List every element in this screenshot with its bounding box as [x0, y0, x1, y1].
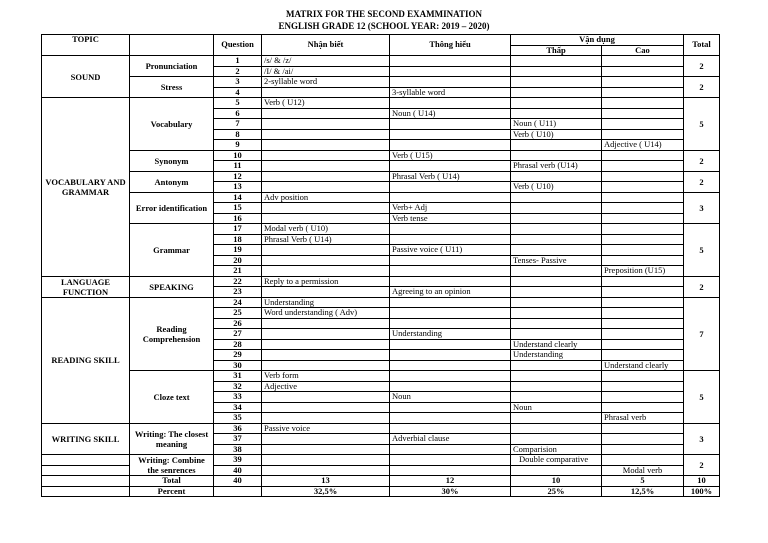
- total-q: 40: [214, 476, 262, 487]
- question-number: 33: [214, 392, 262, 403]
- understand-cell: [390, 182, 511, 193]
- apply-high-cell: [602, 108, 684, 119]
- subtopic-total: 3: [684, 423, 720, 455]
- header-question: Question: [214, 35, 262, 56]
- apply-high-cell: [602, 329, 684, 340]
- subtopic-cell: Pronunciation: [130, 56, 214, 77]
- total-row: [42, 476, 720, 487]
- apply-high-cell: [602, 129, 684, 140]
- document-header: [0, 8, 768, 32]
- header-apply-high: Cao: [602, 45, 684, 56]
- total-topic-cell: [42, 476, 130, 487]
- subtopic-total: 2: [684, 276, 720, 297]
- total-label: Total: [130, 476, 214, 487]
- apply-high-cell: Modal verb: [602, 465, 684, 476]
- understand-cell: [390, 255, 511, 266]
- apply-low-cell: Tenses- Passive: [511, 255, 602, 266]
- apply-high-cell: [602, 56, 684, 67]
- question-number: 31: [214, 371, 262, 382]
- question-number: 34: [214, 402, 262, 413]
- apply-high-cell: [602, 350, 684, 361]
- understand-cell: [390, 77, 511, 88]
- apply-low-cell: Comparision: [511, 444, 602, 455]
- apply-low-cell: [511, 171, 602, 182]
- header-total: Total: [684, 35, 720, 56]
- header-subtopic: [130, 35, 214, 56]
- subtopic-cell: SPEAKING: [130, 276, 214, 297]
- apply-high-cell: [602, 98, 684, 109]
- understand-cell: [390, 140, 511, 151]
- recognize-cell: [262, 171, 390, 182]
- recognize-cell: Adjective: [262, 381, 390, 392]
- total-low: 10: [511, 476, 602, 487]
- recognize-cell: [262, 182, 390, 193]
- recognize-cell: [262, 350, 390, 361]
- apply-high-cell: [602, 119, 684, 130]
- subtopic-total: 7: [684, 297, 720, 371]
- subtopic-cell: Writing: The closest meaning: [130, 423, 214, 455]
- matrix-row: [42, 56, 720, 67]
- apply-high-cell: [602, 87, 684, 98]
- recognize-cell: [262, 455, 390, 466]
- question-number: 38: [214, 444, 262, 455]
- apply-low-cell: [511, 150, 602, 161]
- recognize-cell: [262, 413, 390, 424]
- topic-cell: VOCABULARY AND GRAMMAR: [42, 98, 130, 277]
- understand-cell: Noun: [390, 392, 511, 403]
- apply-low-cell: Understand clearly: [511, 339, 602, 350]
- question-number: 28: [214, 339, 262, 350]
- recognize-cell: [262, 434, 390, 445]
- understand-cell: [390, 339, 511, 350]
- apply-high-cell: [602, 66, 684, 77]
- recognize-cell: Passive voice: [262, 423, 390, 434]
- recognize-cell: [262, 203, 390, 214]
- question-number: 30: [214, 360, 262, 371]
- apply-high-cell: [602, 402, 684, 413]
- apply-low-cell: [511, 213, 602, 224]
- apply-low-cell: [511, 287, 602, 298]
- recognize-cell: [262, 360, 390, 371]
- question-number: 13: [214, 182, 262, 193]
- apply-high-cell: [602, 203, 684, 214]
- apply-low-cell: [511, 381, 602, 392]
- question-number: 37: [214, 434, 262, 445]
- recognize-cell: [262, 213, 390, 224]
- question-number: 4: [214, 87, 262, 98]
- matrix-row: [42, 98, 720, 109]
- question-number: 35: [214, 413, 262, 424]
- recognize-cell: /s/ & /z/: [262, 56, 390, 67]
- understand-cell: [390, 192, 511, 203]
- question-number: 15: [214, 203, 262, 214]
- subtopic-total: 2: [684, 455, 720, 476]
- apply-low-cell: [511, 66, 602, 77]
- percent-all: 100%: [684, 486, 720, 497]
- topic-cell: WRITING SKILL: [42, 423, 130, 455]
- understand-cell: [390, 402, 511, 413]
- subtopic-total: 2: [684, 56, 720, 77]
- apply-high-cell: [602, 276, 684, 287]
- apply-high-cell: [602, 423, 684, 434]
- understand-cell: [390, 266, 511, 277]
- document-title: MATRIX FOR THE SECOND EXAMMINATION: [285, 9, 482, 19]
- recognize-cell: Verb form: [262, 371, 390, 382]
- understand-cell: 3-syllable word: [390, 87, 511, 98]
- understand-cell: [390, 129, 511, 140]
- question-number: 6: [214, 108, 262, 119]
- understand-cell: Adverbial clause: [390, 434, 511, 445]
- apply-high-cell: [602, 339, 684, 350]
- understand-cell: Understanding: [390, 329, 511, 340]
- recognize-cell: [262, 87, 390, 98]
- recognize-cell: Modal verb ( U10): [262, 224, 390, 235]
- apply-high-cell: [602, 234, 684, 245]
- matrix-row: [42, 192, 720, 203]
- understand-cell: [390, 56, 511, 67]
- apply-low-cell: [511, 276, 602, 287]
- recognize-cell: [262, 287, 390, 298]
- recognize-cell: [262, 339, 390, 350]
- subtopic-total: 2: [684, 150, 720, 171]
- question-number: 7: [214, 119, 262, 130]
- recognize-cell: [262, 318, 390, 329]
- subtopic-total: 5: [684, 98, 720, 151]
- apply-high-cell: [602, 297, 684, 308]
- header-topic: TOPIC: [42, 35, 130, 56]
- topic-cell: READING SKILL: [42, 297, 130, 423]
- understand-cell: [390, 318, 511, 329]
- percent-nb: 32,5%: [262, 486, 390, 497]
- apply-high-cell: [602, 213, 684, 224]
- apply-high-cell: [602, 381, 684, 392]
- subtopic-cell: Stress: [130, 77, 214, 98]
- question-number: 23: [214, 287, 262, 298]
- understand-cell: [390, 276, 511, 287]
- understand-cell: [390, 308, 511, 319]
- understand-cell: [390, 297, 511, 308]
- question-number: 12: [214, 171, 262, 182]
- question-number: 19: [214, 245, 262, 256]
- matrix-row: [42, 150, 720, 161]
- percent-label: Percent: [130, 486, 214, 497]
- apply-low-cell: [511, 266, 602, 277]
- understand-cell: [390, 224, 511, 235]
- apply-low-cell: [511, 77, 602, 88]
- percent-th: 30%: [390, 486, 511, 497]
- recognize-cell: [262, 150, 390, 161]
- understand-cell: Verb+ Adj: [390, 203, 511, 214]
- subtopic-total: 5: [684, 371, 720, 424]
- apply-low-cell: [511, 108, 602, 119]
- percent-topic-cell: [42, 486, 130, 497]
- percent-q: [214, 486, 262, 497]
- understand-cell: [390, 465, 511, 476]
- question-number: 36: [214, 423, 262, 434]
- understand-cell: [390, 161, 511, 172]
- recognize-cell: [262, 245, 390, 256]
- matrix-row: [42, 224, 720, 235]
- question-number: 21: [214, 266, 262, 277]
- understand-cell: Noun ( U14): [390, 108, 511, 119]
- question-number: 2: [214, 66, 262, 77]
- question-number: 9: [214, 140, 262, 151]
- apply-high-cell: [602, 150, 684, 161]
- recognize-cell: [262, 444, 390, 455]
- percent-row: [42, 486, 720, 497]
- understand-cell: Passive voice ( U11): [390, 245, 511, 256]
- matrix-row: [42, 371, 720, 382]
- understand-cell: [390, 381, 511, 392]
- subtopic-total: 5: [684, 224, 720, 277]
- subtopic-cell: Antonym: [130, 171, 214, 192]
- apply-high-cell: [602, 77, 684, 88]
- matrix-body: [42, 56, 720, 497]
- apply-low-cell: [511, 465, 602, 476]
- subtopic-cell: Cloze text: [130, 371, 214, 424]
- apply-low-cell: Verb ( U10): [511, 129, 602, 140]
- question-number: 3: [214, 77, 262, 88]
- total-all: 10: [684, 476, 720, 487]
- apply-low-cell: Noun ( U11): [511, 119, 602, 130]
- apply-low-cell: [511, 203, 602, 214]
- recognize-cell: Adv position: [262, 192, 390, 203]
- question-number: 1: [214, 56, 262, 67]
- apply-low-cell: [511, 87, 602, 98]
- recognize-cell: Verb ( U12): [262, 98, 390, 109]
- apply-low-cell: [511, 318, 602, 329]
- apply-high-cell: [602, 455, 684, 466]
- recognize-cell: [262, 465, 390, 476]
- apply-high-cell: [602, 171, 684, 182]
- topic-cell: [42, 465, 130, 476]
- apply-low-cell: [511, 360, 602, 371]
- question-number: 8: [214, 129, 262, 140]
- understand-cell: [390, 119, 511, 130]
- apply-low-cell: [511, 329, 602, 340]
- question-number: 17: [214, 224, 262, 235]
- percent-high: 12,5%: [602, 486, 684, 497]
- apply-high-cell: [602, 434, 684, 445]
- understand-cell: [390, 455, 511, 466]
- apply-high-cell: [602, 392, 684, 403]
- apply-low-cell: [511, 297, 602, 308]
- subtopic-total: 2: [684, 171, 720, 192]
- apply-low-cell: [511, 423, 602, 434]
- apply-low-cell: [511, 434, 602, 445]
- apply-high-cell: [602, 318, 684, 329]
- recognize-cell: [262, 266, 390, 277]
- matrix-row: [42, 171, 720, 182]
- apply-high-cell: [602, 444, 684, 455]
- apply-high-cell: Understand clearly: [602, 360, 684, 371]
- recognize-cell: [262, 329, 390, 340]
- subtopic-cell: Error identification: [130, 192, 214, 224]
- apply-low-cell: Double comparative: [511, 455, 602, 466]
- recognize-cell: [262, 108, 390, 119]
- apply-high-cell: [602, 371, 684, 382]
- recognize-cell: Understanding: [262, 297, 390, 308]
- apply-low-cell: [511, 413, 602, 424]
- apply-low-cell: [511, 140, 602, 151]
- apply-low-cell: [511, 371, 602, 382]
- total-high: 5: [602, 476, 684, 487]
- percent-low: 25%: [511, 486, 602, 497]
- question-number: 14: [214, 192, 262, 203]
- recognize-cell: 2-syllable word: [262, 77, 390, 88]
- apply-low-cell: [511, 224, 602, 235]
- header-apply: Vận dụng: [511, 35, 684, 46]
- apply-low-cell: [511, 392, 602, 403]
- subtopic-cell: Synonym: [130, 150, 214, 171]
- topic-cell: SOUND: [42, 56, 130, 98]
- topic-cell: LANGUAGE FUNCTION: [42, 276, 130, 297]
- apply-high-cell: Phrasal verb: [602, 413, 684, 424]
- question-number: 22: [214, 276, 262, 287]
- apply-low-cell: [511, 234, 602, 245]
- question-number: 29: [214, 350, 262, 361]
- matrix-row: [42, 297, 720, 308]
- apply-high-cell: [602, 224, 684, 235]
- question-number: 39: [214, 455, 262, 466]
- apply-high-cell: [602, 161, 684, 172]
- subtopic-total: 3: [684, 192, 720, 224]
- apply-low-cell: Noun: [511, 402, 602, 413]
- understand-cell: Verb tense: [390, 213, 511, 224]
- matrix-row: [42, 423, 720, 434]
- subtopic-cell: Vocabulary: [130, 98, 214, 151]
- apply-high-cell: [602, 245, 684, 256]
- apply-high-cell: [602, 182, 684, 193]
- understand-cell: [390, 413, 511, 424]
- apply-low-cell: Phrasal verb (U14): [511, 161, 602, 172]
- question-number: 5: [214, 98, 262, 109]
- apply-high-cell: [602, 255, 684, 266]
- question-number: 25: [214, 308, 262, 319]
- understand-cell: [390, 371, 511, 382]
- apply-high-cell: [602, 308, 684, 319]
- apply-high-cell: Preposition (U15): [602, 266, 684, 277]
- recognize-cell: [262, 129, 390, 140]
- question-number: 32: [214, 381, 262, 392]
- subtopic-cell: Reading Comprehension: [130, 297, 214, 371]
- topic-cell: [42, 455, 130, 466]
- apply-low-cell: [511, 56, 602, 67]
- understand-cell: Verb ( U15): [390, 150, 511, 161]
- recognize-cell: [262, 119, 390, 130]
- apply-low-cell: [511, 192, 602, 203]
- question-number: 40: [214, 465, 262, 476]
- recognize-cell: Phrasal Verb ( U14): [262, 234, 390, 245]
- header-apply-low: Thấp: [511, 45, 602, 56]
- recognize-cell: [262, 402, 390, 413]
- total-nb: 13: [262, 476, 390, 487]
- subtopic-cell: Grammar: [130, 224, 214, 277]
- question-number: 10: [214, 150, 262, 161]
- header-recognize: Nhận biết: [262, 35, 390, 56]
- understand-cell: [390, 360, 511, 371]
- recognize-cell: Reply to a permission: [262, 276, 390, 287]
- understand-cell: [390, 350, 511, 361]
- question-number: 18: [214, 234, 262, 245]
- recognize-cell: [262, 392, 390, 403]
- exam-matrix-table: [41, 34, 720, 497]
- recognize-cell: Word understanding ( Adv): [262, 308, 390, 319]
- apply-low-cell: Understanding: [511, 350, 602, 361]
- apply-high-cell: [602, 192, 684, 203]
- recognize-cell: [262, 140, 390, 151]
- question-number: 16: [214, 213, 262, 224]
- matrix-row: [42, 455, 720, 466]
- question-number: 27: [214, 329, 262, 340]
- understand-cell: [390, 444, 511, 455]
- recognize-cell: [262, 161, 390, 172]
- total-th: 12: [390, 476, 511, 487]
- understand-cell: Agreeing to an opinion: [390, 287, 511, 298]
- apply-high-cell: Adjective ( U14): [602, 140, 684, 151]
- apply-low-cell: [511, 245, 602, 256]
- understand-cell: [390, 423, 511, 434]
- understand-cell: Phrasal Verb ( U14): [390, 171, 511, 182]
- apply-low-cell: [511, 98, 602, 109]
- recognize-cell: [262, 255, 390, 266]
- apply-high-cell: [602, 287, 684, 298]
- recognize-cell: /I/ & /ai/: [262, 66, 390, 77]
- understand-cell: [390, 66, 511, 77]
- subtopic-cell: Writing: Combine the senrences: [130, 455, 214, 476]
- understand-cell: [390, 98, 511, 109]
- document-subtitle: ENGLISH GRADE 12 (SCHOOL YEAR: 2019 – 2020): [278, 21, 490, 31]
- header-understand: Thông hiểu: [390, 35, 511, 56]
- question-number: 26: [214, 318, 262, 329]
- matrix-row: [42, 77, 720, 88]
- question-number: 24: [214, 297, 262, 308]
- understand-cell: [390, 234, 511, 245]
- apply-low-cell: Verb ( U10): [511, 182, 602, 193]
- subtopic-total: 2: [684, 77, 720, 98]
- matrix-row: [42, 276, 720, 287]
- apply-low-cell: [511, 308, 602, 319]
- question-number: 11: [214, 161, 262, 172]
- question-number: 20: [214, 255, 262, 266]
